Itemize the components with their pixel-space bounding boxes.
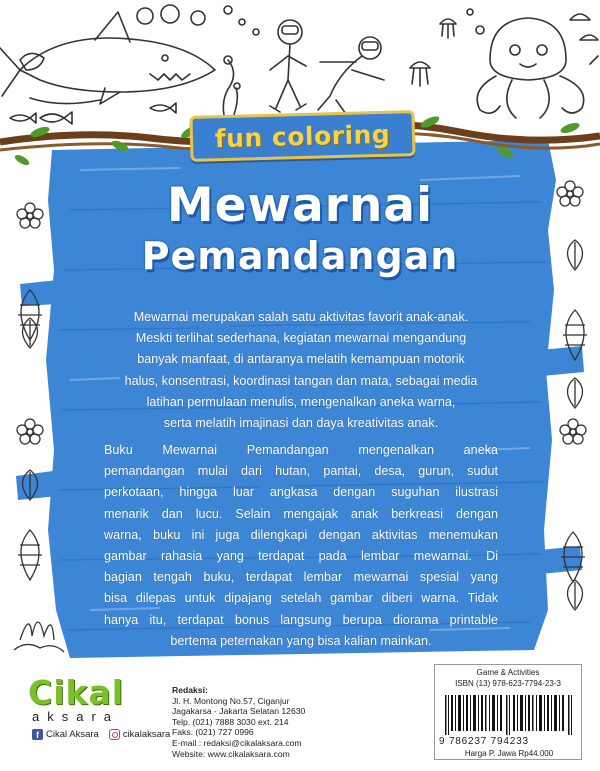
badge-label: fun coloring [214,119,391,153]
text-line: Meskti terlihat sederhana, kegiatan mewarnai mengandung [135,331,467,346]
instagram-handle: cikalaksara [122,729,171,740]
logo-subtitle: aksara [32,709,120,724]
price-label: Harga P. Jawa Rp44.000 [464,749,554,758]
text-line: warna, buku ini juga dilengkapi dengan aktivitas menemukan [104,527,498,542]
barcode-icon [445,695,575,735]
address-line: Jagakarsa - Jakarta Selatan 12630 [172,706,306,717]
logo-wordmark: Cikal [28,673,125,712]
octopus-icon [477,18,583,118]
text-line: halus, konsentrasi, koordinasi tangan dan mata, sebagai media [124,373,478,388]
text-line: gambar rahasia yang terdapat pada lembar mewarnai. Di [104,549,498,564]
text-line: perkotaan, hingga luar angkasa dengan suguhan ilustrasi [104,485,498,500]
facebook-handle: Cikal Aksara [46,729,99,740]
isbn-text: ISBN (13) 978-623-7794-23-3 [455,679,561,688]
description-paragraph-2 [104,440,498,652]
text-line: banyak manfaat, di antaranya melatih kemampuan motorik [137,352,465,367]
text-line: pemandangan mulai dari hutan, pantai, desa, gurun, sudut [104,464,498,479]
email-line: E-mail : redaksi@cikalaksara.com [172,737,302,748]
facebook-link[interactable] [32,729,99,740]
fun-coloring-badge [189,110,415,162]
isbn-barcode-box [434,664,582,760]
address-line: Jl. H. Montong No.57, Ciganjur [172,695,290,706]
text-line: latihan permulaan menulis, mengenalkan aneka warna, [146,394,456,409]
social-links [32,729,170,740]
redaksi-heading: Redaksi: [172,685,208,695]
book-title-line1: Mewarnai [166,178,434,233]
ocean-doodle-illustration [0,0,600,125]
text-line: hanya itu, terdapat bonus langsung berupa diorama printable [104,612,498,627]
facebook-icon: f [32,729,43,740]
phone-line: Telp. (021) 7888 3030 ext. 214 [172,716,289,727]
book-title-line2: Pemandangan [141,234,459,278]
instagram-link[interactable] [109,729,171,740]
publisher-logo [28,675,158,724]
text-line: bagian tengah buku, terdapat lembar mewarnai spesial yang [104,570,498,585]
instagram-icon [109,729,120,740]
text-line: Mewarnai merupakan salah satu aktivitas favorit anak-anak. [133,310,469,324]
text-line: bertema peternakan yang bisa kalian mainkan. [170,633,432,648]
description-paragraph-1 [104,307,498,434]
editorial-address [172,685,382,759]
website-line: Website: www.cikalaksara.com [172,748,290,759]
fax-line: Faks. (021) 727 0996 [172,727,254,738]
barcode-number: 9 786237 794233 [439,736,529,747]
diver-icon [270,20,384,114]
shark-icon [0,12,215,104]
text-line: serta melatih imajinasi dan daya kreativitas anak. [163,416,439,431]
book-category: Game & Activities [476,668,540,677]
text-line: bisa dilepas untuk dipajang setelah gambar diberi warna. Tidak [104,591,498,606]
text-line: Buku Mewarnai Pemandangan mengenalkan aneka [104,443,498,457]
text-line: menarik dan lucu. Selain mengajak anak berkreasi dengan [104,506,498,521]
